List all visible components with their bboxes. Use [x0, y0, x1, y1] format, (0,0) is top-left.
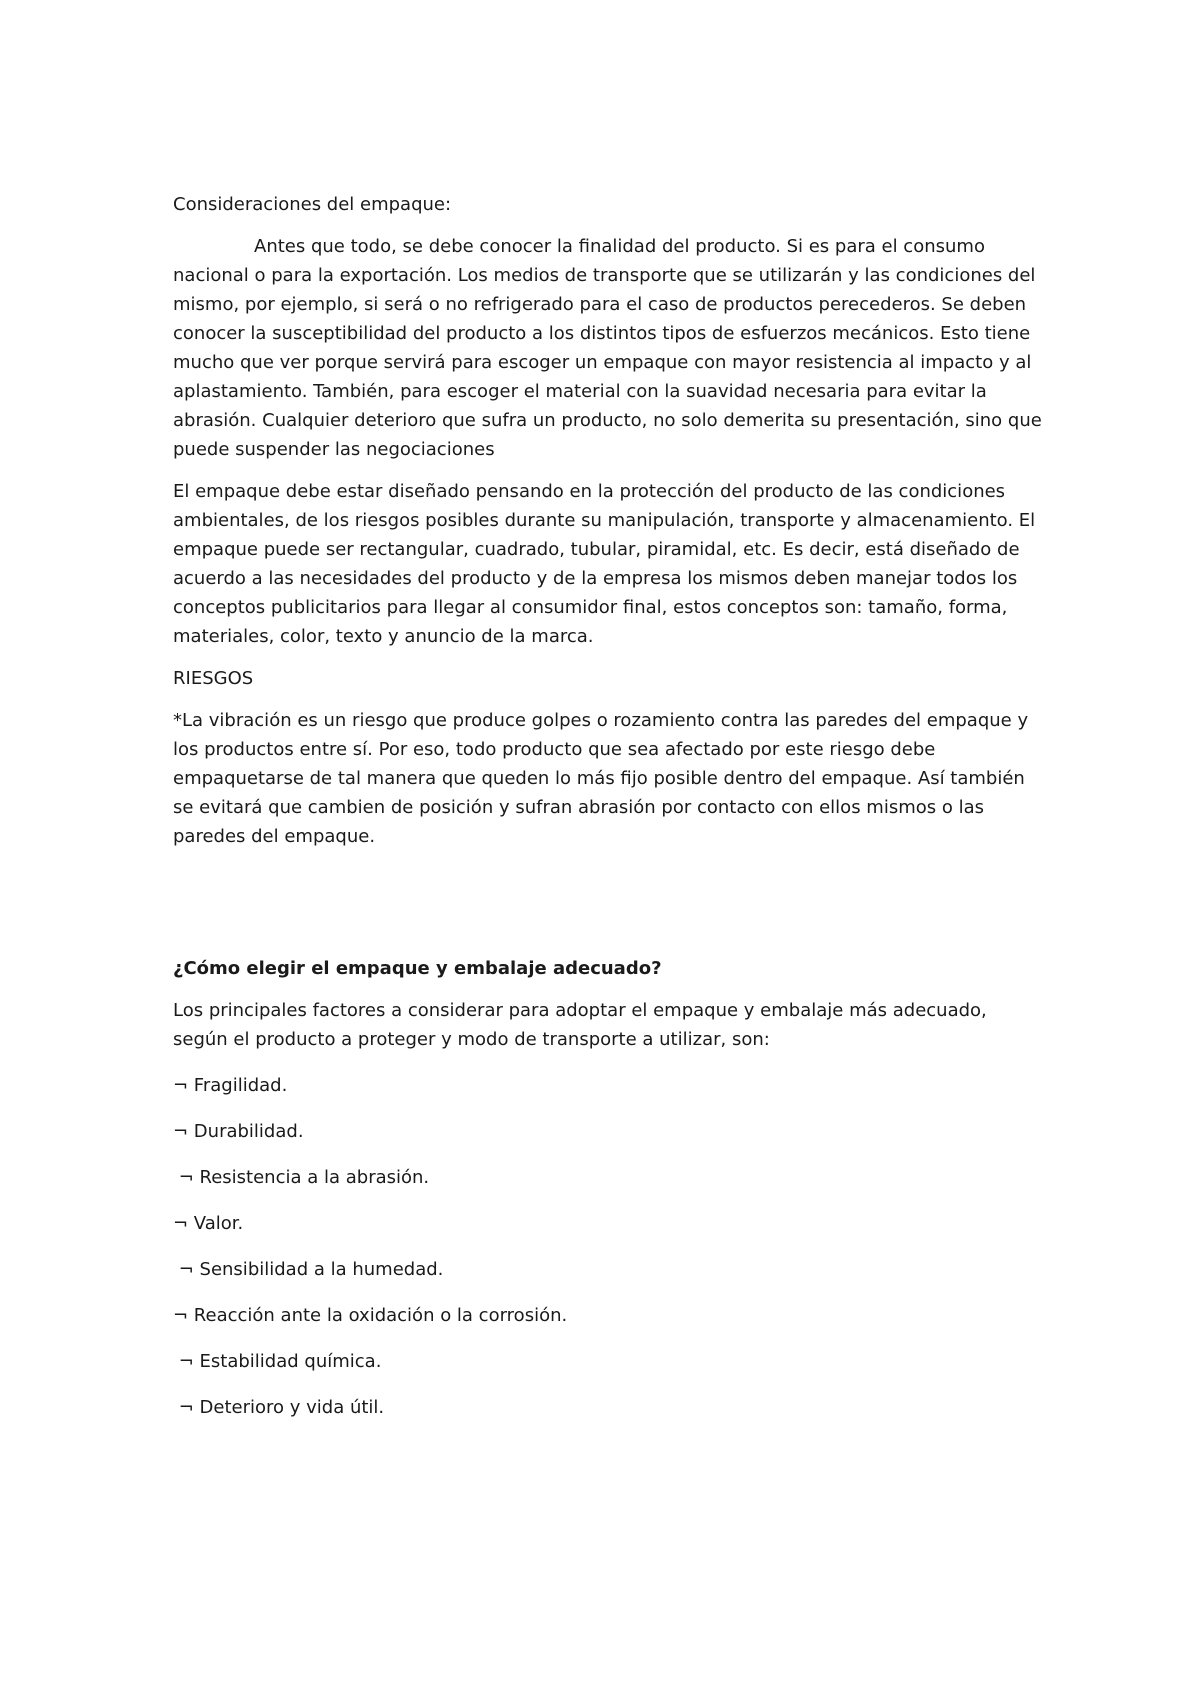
section-label-riesgos: RIESGOS [173, 668, 254, 689]
document-heading: Consideraciones del empaque: [173, 194, 452, 215]
intro-paragraph: Los principales factores a considerar para adoptar el empaque y embalaje más adecuado, según el producto a proteger y modo de transporte a utilizar, son: [173, 1000, 987, 1050]
paragraph-finalidad: Antes que todo, se debe conocer la finalidad del producto. Si es para el consumo nacional o para la exportación. Los medios de transporte que se utilizarán y las condiciones del mismo, por ejemplo, si será o no refrigerado para el caso de productos perecederos. Se deben conocer la susceptibilidad del producto a los distintos tipos de esfuerzos mecánicos. Esto tiene mucho que ver porque servirá para escoger un empaque con mayor resistencia al impacto y al aplastamiento. También, para escoger el material con la suavidad necesaria para evitar la abrasión. Cualquier deterioro que sufra un producto, no solo demerita su presentación, sino que puede suspender las negociaciones [173, 236, 1042, 460]
list-item: ¬ Reacción ante la oxidación o la corrosión. [173, 1305, 568, 1326]
list-item: ¬ Fragilidad. [173, 1075, 288, 1096]
paragraph-vibracion: *La vibración es un riesgo que produce golpes o rozamiento contra las paredes del empaque y los productos entre sí. Por eso, todo producto que sea afectado por este riesgo debe empaquetarse de tal manera que queden lo más fijo posible dentro del empaque. Así también se evitará que cambien de posición y sufran abrasión por contacto con ellos mismos o las paredes del empaque. [173, 710, 1029, 847]
paragraph-diseno: El empaque debe estar diseñado pensando en la protección del producto de las condiciones ambientales, de los riesgos posibles durante su manipulación, transporte y almacenamiento. El empaque puede ser rectangular, cuadrado, tubular, piramidal, etc. Es decir, está diseñado de acuerdo a las necesidades del producto y de la empresa los mismos deben manejar todos los conceptos publicitarios para llegar al consumidor final, estos conceptos son: tamaño, forma, materiales, color, texto y anuncio de la marca. [173, 481, 1036, 647]
list-item: ¬ Durabilidad. [173, 1121, 304, 1142]
list-item: ¬ Estabilidad química. [173, 1351, 382, 1372]
blank-space [173, 851, 1043, 954]
document-body [173, 190, 1043, 1439]
question-heading: ¿Cómo elegir el empaque y embalaje adecuado? [173, 958, 662, 979]
list-item: ¬ Deterioro y vida útil. [173, 1397, 385, 1418]
factors-list [173, 1071, 1043, 1422]
list-item: ¬ Sensibilidad a la humedad. [173, 1259, 444, 1280]
list-item: ¬ Valor. [173, 1213, 244, 1234]
list-item: ¬ Resistencia a la abrasión. [173, 1167, 430, 1188]
